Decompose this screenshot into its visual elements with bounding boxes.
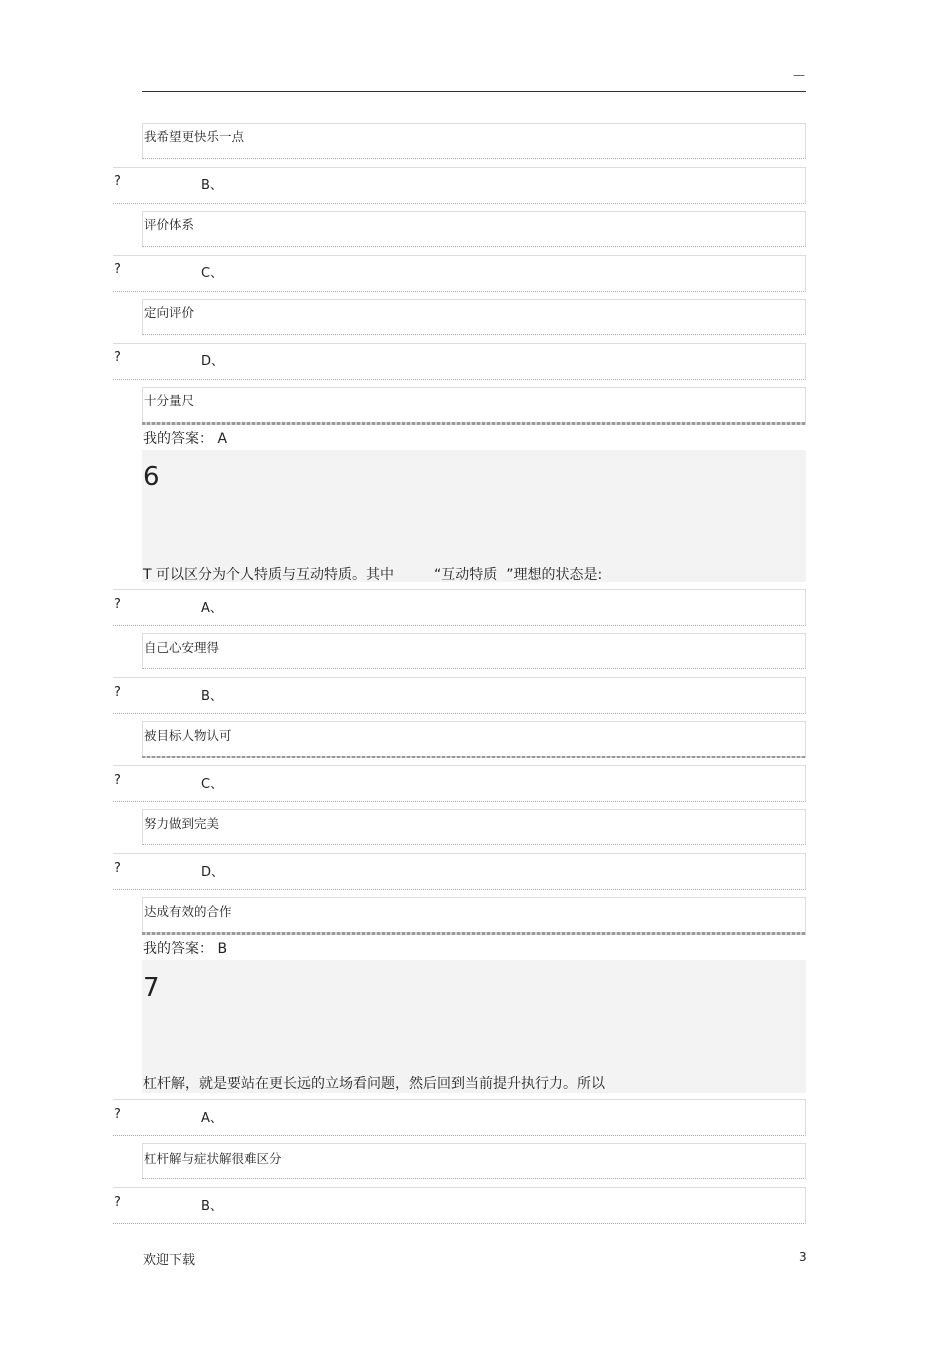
option-marker: ? xyxy=(114,597,121,612)
question-number: 7 xyxy=(143,973,160,1003)
answer-separator xyxy=(142,422,806,425)
option-marker: ? xyxy=(114,861,121,876)
option-a-text: 我希望更快乐一点 xyxy=(144,129,245,144)
option-box xyxy=(142,721,806,757)
option-marker: ? xyxy=(114,1195,121,1210)
question-number: 6 xyxy=(143,462,160,492)
answer-separator xyxy=(142,932,806,935)
option-b-label[interactable]: B、 xyxy=(201,178,223,193)
header-rule xyxy=(142,91,806,92)
option-marker: ? xyxy=(114,350,121,365)
footer-label: 欢迎下载 xyxy=(143,1253,196,1268)
option-c-label[interactable]: C、 xyxy=(201,266,224,281)
option-marker: ? xyxy=(114,174,121,189)
my-answer: 我的答案： B xyxy=(143,941,228,957)
question-text: 杠杆解，就是要站在更长远的立场看问题，然后回到当前提升执行力。所以 xyxy=(143,1076,605,1092)
option-a-text: 杠杆解与症状解很难区分 xyxy=(144,1151,282,1166)
option-a-text: 自己心安理得 xyxy=(144,640,220,655)
option-a-label[interactable]: A、 xyxy=(201,1111,223,1126)
option-c-text: 定向评价 xyxy=(144,305,195,320)
option-marker: ? xyxy=(114,773,121,788)
option-c-text: 努力做到完美 xyxy=(144,816,220,831)
option-a-label[interactable]: A、 xyxy=(201,601,223,616)
option-separator xyxy=(142,756,806,758)
option-d-text: 达成有效的合作 xyxy=(144,904,232,919)
option-b-text: 被目标人物认可 xyxy=(144,728,232,743)
header-mark: — xyxy=(793,68,805,82)
option-b-text: 评价体系 xyxy=(144,217,195,232)
option-box xyxy=(142,809,806,845)
question-panel xyxy=(142,450,806,582)
option-b-label[interactable]: B、 xyxy=(201,1199,223,1214)
option-box xyxy=(142,633,806,669)
option-marker: ? xyxy=(114,1107,121,1122)
option-box xyxy=(142,897,806,933)
option-marker: ? xyxy=(114,262,121,277)
option-box xyxy=(142,387,806,423)
option-box xyxy=(142,299,806,335)
option-d-label[interactable]: D、 xyxy=(201,354,225,369)
question-text: T 可以区分为个人特质与互动特质。其中 “互动特质 ”理想的状态是: xyxy=(143,567,603,583)
option-box xyxy=(142,211,806,247)
page-number: 3 xyxy=(799,1250,807,1264)
option-marker: ? xyxy=(114,685,121,700)
option-b-label[interactable]: B、 xyxy=(201,689,223,704)
option-c-label[interactable]: C、 xyxy=(201,777,224,792)
option-d-text: 十分量尺 xyxy=(144,393,195,408)
my-answer: 我的答案： A xyxy=(143,431,228,447)
option-d-label[interactable]: D、 xyxy=(201,865,225,880)
